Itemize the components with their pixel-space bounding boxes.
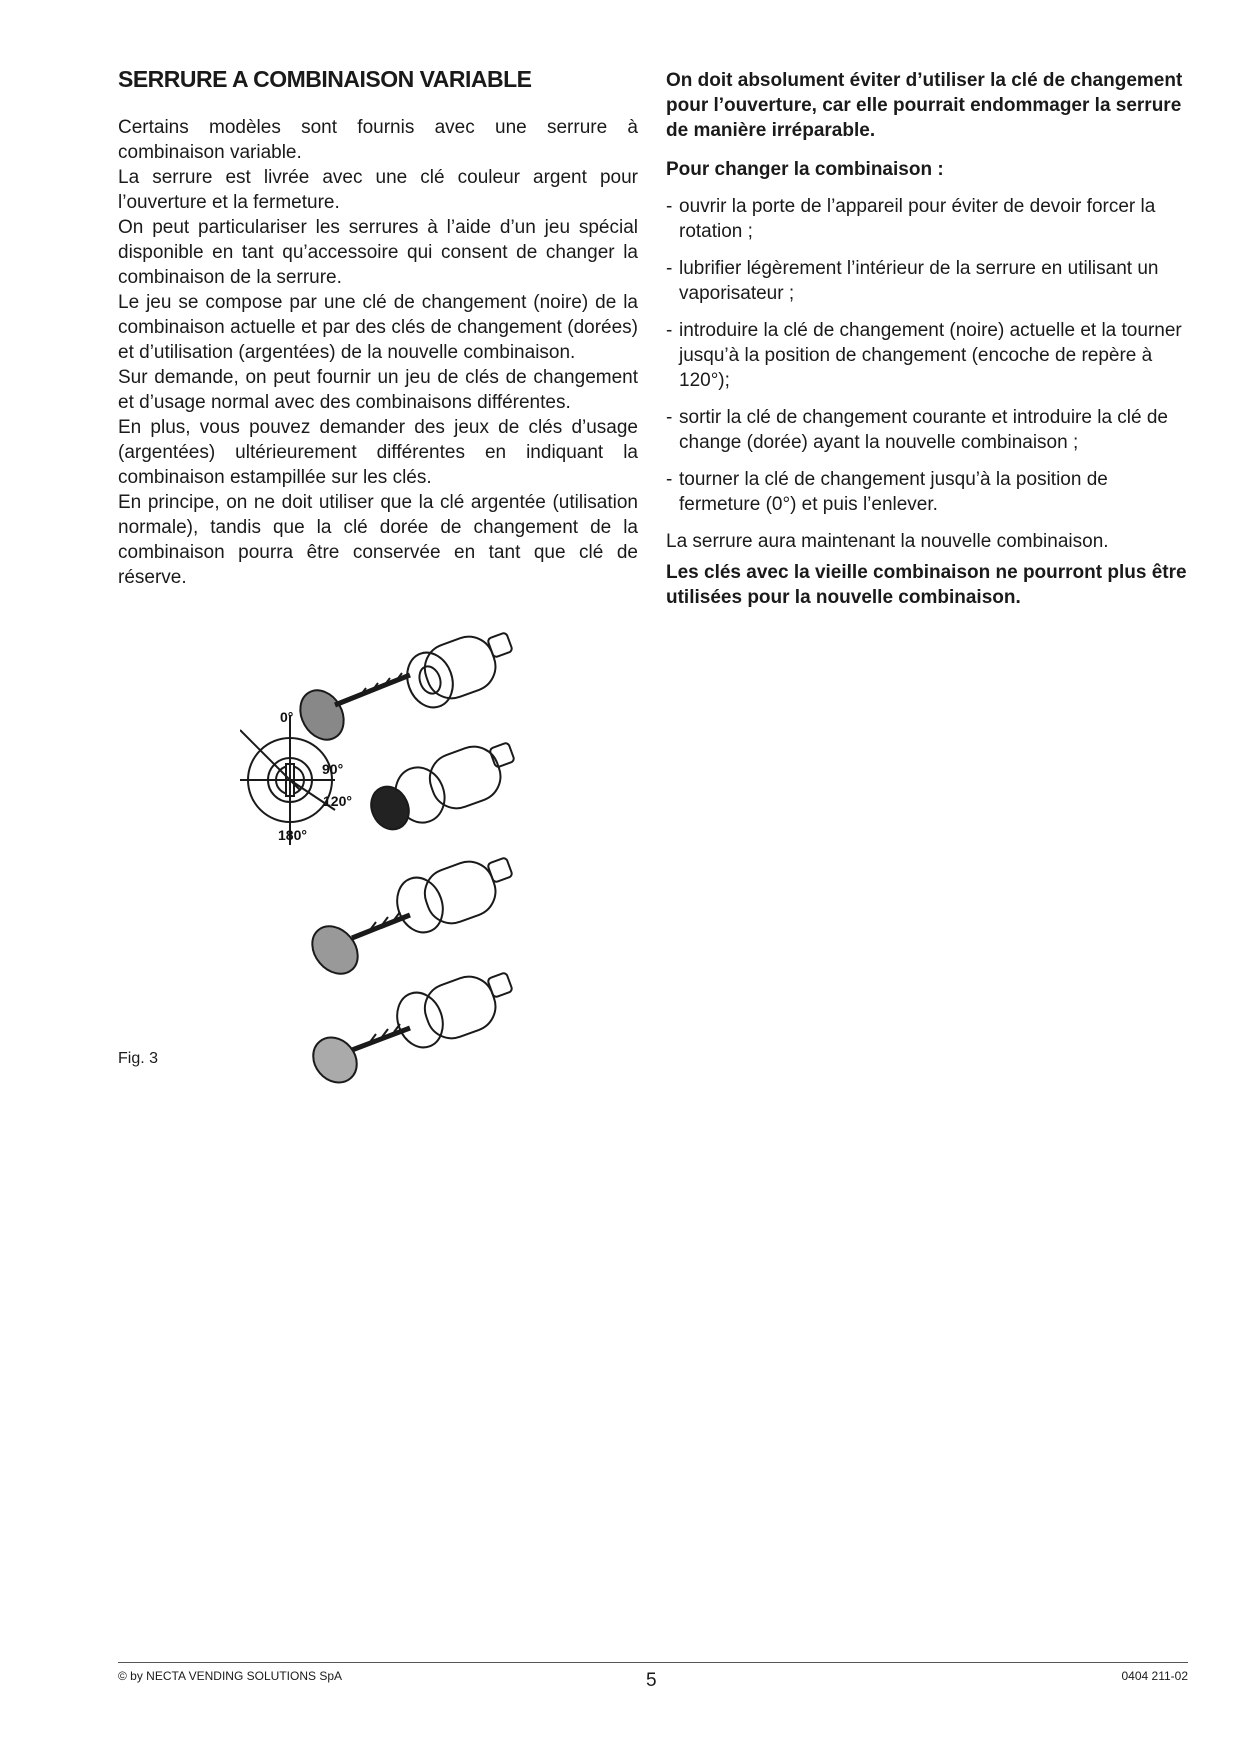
page-title: SERRURE A COMBINAISON VARIABLE: [118, 66, 532, 92]
list-item: - lubrifier légèrement l’intérieur de la serrure en utilisant un vaporisateur ;: [666, 258, 1159, 304]
angle-label: 90°: [322, 761, 344, 777]
result-text: La serrure aura maintenant la nouvelle combinaison.: [666, 531, 1109, 552]
paragraph: On peut particulariser les serrures à l’aide d’un jeu spécial disponible en tant qu’accessoire qui consent de changer la combinaison de la serrure.: [118, 217, 638, 288]
list-item: - tourner la clé de changement jusqu’à la position de fermeture (0°) et puis l’enlever.: [666, 469, 1108, 515]
procedure-heading: Pour changer la combinaison :: [666, 159, 944, 180]
document-code: 0404 211-02: [1121, 1669, 1188, 1683]
angle-label: 120°: [323, 793, 352, 809]
lock-cylinder-1: [400, 630, 513, 714]
paragraph: En plus, vous pouvez demander des jeux de clés d’usage (argentées) ultérieurement différentes en indiquant la combinaison estampillée sur les clés.: [118, 417, 638, 488]
key-4: [304, 1024, 410, 1090]
list-item: - introduire la clé de changement (noire) actuelle et la tourner jusqu’à la position de changement (encoche de repère à 120°);: [666, 320, 1182, 391]
list-item: - ouvrir la porte de l’appareil pour éviter de devoir forcer la rotation ;: [666, 196, 1156, 242]
warning-text: On doit absolument éviter d’utiliser la clé de changement pour l’ouverture, car elle pourrait endommager la serrure de manière irréparable.: [666, 70, 1183, 141]
key-1: [292, 673, 410, 748]
lock-cylinder-4: [390, 970, 513, 1054]
lock-cylinder-2: [364, 740, 514, 836]
paragraph: Certains modèles sont fournis avec une serrure à combinaison variable.: [118, 117, 638, 163]
page-number: 5: [646, 1670, 657, 1691]
angle-label: 0°: [280, 709, 294, 725]
footer-copyright: © by NECTA VENDING SOLUTIONS SpA: [118, 1669, 343, 1683]
key-3: [303, 912, 410, 983]
list-item: - sortir la clé de changement courante et introduire la clé de change (dorée) ayant la nouvelle combinaison ;: [666, 407, 1168, 453]
paragraph: Sur demande, on peut fournir un jeu de clés de changement et d’usage normal avec des combinaisons différentes.: [118, 367, 638, 413]
final-warning: Les clés avec la vieille combinaison ne pourront plus être utilisées pour la nouvelle combinaison.: [666, 562, 1187, 608]
procedure-column: [666, 68, 1188, 610]
intro-column: [118, 115, 638, 590]
footer-divider: [118, 1662, 1188, 1663]
angle-label: 180°: [278, 827, 307, 843]
paragraph: La serrure est livrée avec une clé couleur argent pour l’ouverture et la fermeture.: [118, 167, 638, 213]
lock-cylinder-3: [390, 855, 513, 939]
figure-caption: Fig. 3: [118, 1050, 159, 1067]
procedure-steps: [666, 194, 1188, 517]
paragraph: En principe, on ne doit utiliser que la clé argentée (utilisation normale), tandis que la clé dorée de changement de la combinaison pourra être conservée en tant que clé de réserve.: [118, 492, 638, 588]
paragraph: Le jeu se compose par une clé de changement (noire) de la combinaison actuelle et par des clés de changement (dorées) et d’utilisation (argentées) de la nouvelle combinaison.: [118, 292, 638, 363]
lock-key-illustration: [240, 630, 540, 1090]
